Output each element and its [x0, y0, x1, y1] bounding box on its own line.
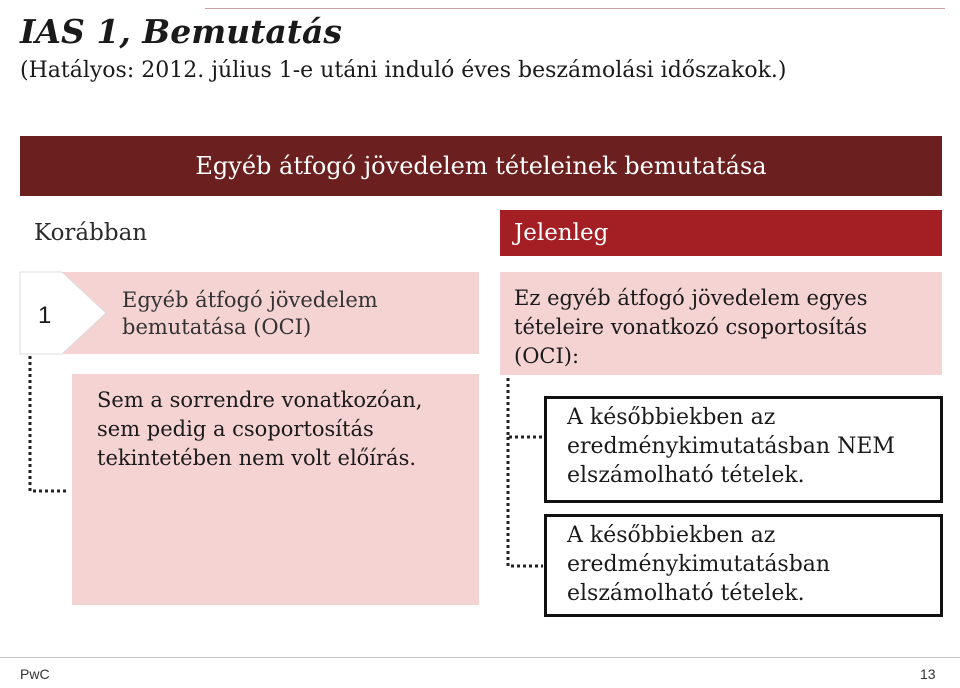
box-line: eredménykimutatásban NEM	[567, 434, 895, 459]
box-line: elszámolható tételek.	[567, 581, 805, 606]
step-chevron	[20, 272, 106, 354]
body-line: tekintetében nem volt előírás.	[97, 446, 417, 470]
page-subtitle: (Hatályos: 2012. július 1-e utáni induló éves beszámolási időszakok.)	[20, 58, 787, 83]
page-number: 13	[920, 666, 936, 682]
previous-rule-text	[97, 386, 422, 473]
non-reclassifiable-items-box	[544, 396, 943, 503]
body-line: Sem a sorrendre vonatkozóan,	[97, 388, 423, 412]
box-line: A későbbiekben az	[567, 405, 776, 430]
intro-line: (OCI):	[514, 344, 580, 368]
page-title: IAS 1, Bemutatás	[20, 12, 342, 51]
dotted-connector-right-2	[508, 437, 543, 566]
reclassifiable-items-box	[544, 514, 943, 617]
label-text: Korábban	[34, 220, 148, 246]
oci-line: Egyéb átfogó jövedelem	[122, 288, 378, 312]
step-number: 1	[38, 302, 52, 329]
box-line: elszámolható tételek.	[567, 463, 805, 488]
box-line: eredménykimutatásban	[567, 552, 831, 577]
body-line: sem pedig a csoportosítás	[97, 417, 374, 441]
current-rule-text	[514, 284, 867, 371]
intro-line: Ez egyéb átfogó jövedelem egyes	[514, 286, 868, 310]
banner-text: Egyéb átfogó jövedelem tételeinek bemutatása	[195, 152, 767, 180]
label-text: Jelenleg	[514, 220, 609, 246]
box-line: A későbbiekben az	[567, 523, 776, 548]
footer-brand: PwC	[20, 666, 50, 682]
intro-line: tételeire vonatkozó csoportosítás	[514, 315, 868, 339]
oci-heading	[122, 287, 378, 341]
footer-rule	[0, 657, 960, 658]
oci-line: bemutatása (OCI)	[122, 315, 312, 339]
dotted-connector-left	[30, 356, 68, 491]
dotted-connector-right-1	[508, 378, 543, 437]
